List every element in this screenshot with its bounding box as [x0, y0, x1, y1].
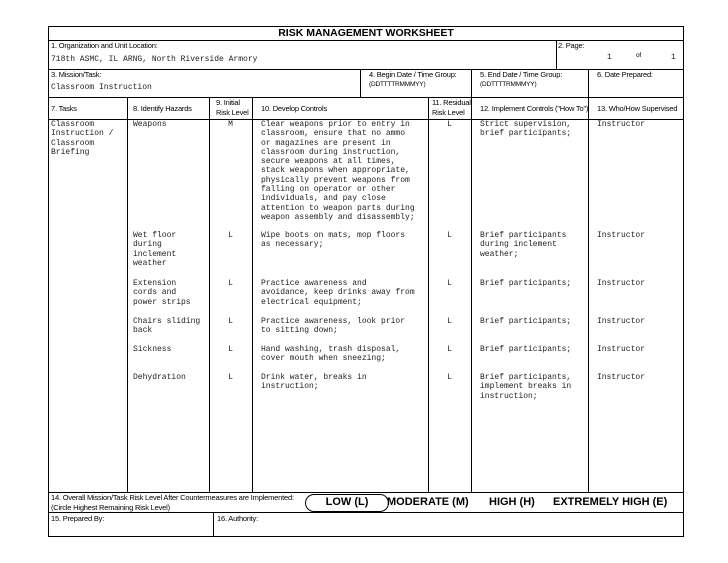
col-controls: 10. Develop Controls [261, 104, 328, 113]
page-label: 2. Page: [558, 41, 585, 50]
col-supervised: 13. Who/How Supervised [597, 104, 678, 113]
risk-worksheet [48, 26, 684, 537]
hazard-cell[interactable]: Extension cords and power strips [133, 279, 191, 307]
col-residual-2: Risk Level [432, 108, 465, 117]
prepared-by-label: 15. Prepared By: [51, 514, 105, 523]
date-prepared-label: 6. Date Prepared: [597, 70, 653, 79]
supervised-cell[interactable]: Instructor [597, 120, 646, 129]
controls-cell[interactable]: Practice awareness, look prior to sitting down; [261, 317, 406, 336]
col-implement: 12. Implement Controls ("How To") [480, 104, 589, 113]
initial-risk-cell[interactable]: L [228, 231, 233, 240]
hazard-cell[interactable]: Weapons [133, 120, 167, 129]
supervised-cell[interactable]: Instructor [597, 231, 646, 240]
implement-cell[interactable]: Brief participants; [480, 279, 572, 288]
supervised-cell[interactable]: Instructor [597, 317, 646, 326]
controls-cell[interactable]: Practice awareness and avoidance, keep drinks away from electrical equipment; [261, 279, 415, 307]
worksheet-title: RISK MANAGEMENT WORKSHEET [278, 27, 454, 39]
col-tasks: 7. Tasks [51, 104, 77, 113]
page-number[interactable]: 1 [607, 53, 612, 62]
initial-risk-cell[interactable]: L [228, 317, 233, 326]
residual-risk-cell[interactable]: L [447, 279, 452, 288]
end-date-label: 5. End Date / Time Group: [480, 70, 563, 79]
supervised-cell[interactable]: Instructor [597, 279, 646, 288]
residual-risk-cell[interactable]: L [447, 120, 452, 129]
initial-risk-cell[interactable]: L [228, 345, 233, 354]
supervised-cell[interactable]: Instructor [597, 345, 646, 354]
overall-risk-label: 14. Overall Mission/Task Risk Level After Countermeasures are Implemented: [51, 493, 294, 502]
initial-risk-cell[interactable]: L [228, 373, 233, 382]
controls-cell[interactable]: Drink water, breaks in instruction; [261, 373, 367, 392]
hazard-cell[interactable]: Chairs sliding back [133, 317, 201, 336]
implement-cell[interactable]: Brief participants; [480, 317, 572, 326]
begin-date-value[interactable]: (DDTTTTRMMMYY) [369, 81, 426, 88]
residual-risk-cell[interactable]: L [447, 317, 452, 326]
col-residual-1: 11. Residual [432, 98, 471, 107]
risk-option-extremely-high[interactable]: EXTREMELY HIGH (E) [553, 496, 668, 508]
end-date-value[interactable]: (DDTTTTRMMMYY) [480, 81, 537, 88]
page-total[interactable]: 1 [671, 53, 676, 62]
org-label: 1. Organization and Unit Location: [51, 41, 158, 50]
residual-risk-cell[interactable]: L [447, 345, 452, 354]
hazard-cell[interactable]: Sickness [133, 345, 172, 354]
hazard-cell[interactable]: Dehydration [133, 373, 186, 382]
risk-option-high[interactable]: HIGH (H) [489, 496, 535, 508]
overall-risk-sublabel: (Circle Highest Remaining Risk Level) [51, 503, 170, 512]
mission-value[interactable]: Classroom Instruction [51, 83, 152, 92]
supervised-cell[interactable]: Instructor [597, 373, 646, 382]
controls-cell[interactable]: Hand washing, trash disposal, cover mouth when sneezing; [261, 345, 401, 364]
initial-risk-cell[interactable]: M [228, 120, 233, 129]
initial-risk-cell[interactable]: L [228, 279, 233, 288]
residual-risk-cell[interactable]: L [447, 373, 452, 382]
implement-cell[interactable]: Brief participants, implement breaks in instruction; [480, 373, 572, 401]
col-initial-risk-2: Risk Level [216, 108, 249, 117]
mission-label: 3. Mission/Task: [51, 70, 102, 79]
hazard-cell[interactable]: Wet floor during inclement weather [133, 231, 177, 268]
implement-cell[interactable]: Brief participants during inclement weather; [480, 231, 567, 259]
task-cell[interactable]: Classroom Instruction / Classroom Briefing [51, 120, 114, 157]
residual-risk-cell[interactable]: L [447, 231, 452, 240]
risk-option-low[interactable]: LOW (L) [325, 496, 369, 508]
col-initial-risk-1: 9. Initial [216, 98, 240, 107]
controls-cell[interactable]: Wipe boots on mats, mop floors as necessary; [261, 231, 406, 250]
col-hazards: 8. Identify Hazards [133, 104, 192, 113]
authority-label: 16. Authority: [217, 514, 258, 523]
implement-cell[interactable]: Brief participants; [480, 345, 572, 354]
begin-date-label: 4. Begin Date / Time Group: [369, 70, 457, 79]
org-value[interactable]: 718th ASMC, IL ARNG, North Riverside Armory [51, 55, 258, 64]
implement-cell[interactable]: Strict supervision, brief participants; [480, 120, 572, 139]
page-of: of [636, 52, 642, 59]
controls-cell[interactable]: Clear weapons prior to entry in classroom, ensure that no ammo or magazines are present in classroom during instruction, secure weapons at all times, stack weapons when appropriate, physically prevent weapons from falling on operator or other individuals, and pay close attention to weapon parts during weapon assembly and disassembly; [261, 120, 415, 222]
risk-option-moderate[interactable]: MODERATE (M) [387, 496, 469, 508]
